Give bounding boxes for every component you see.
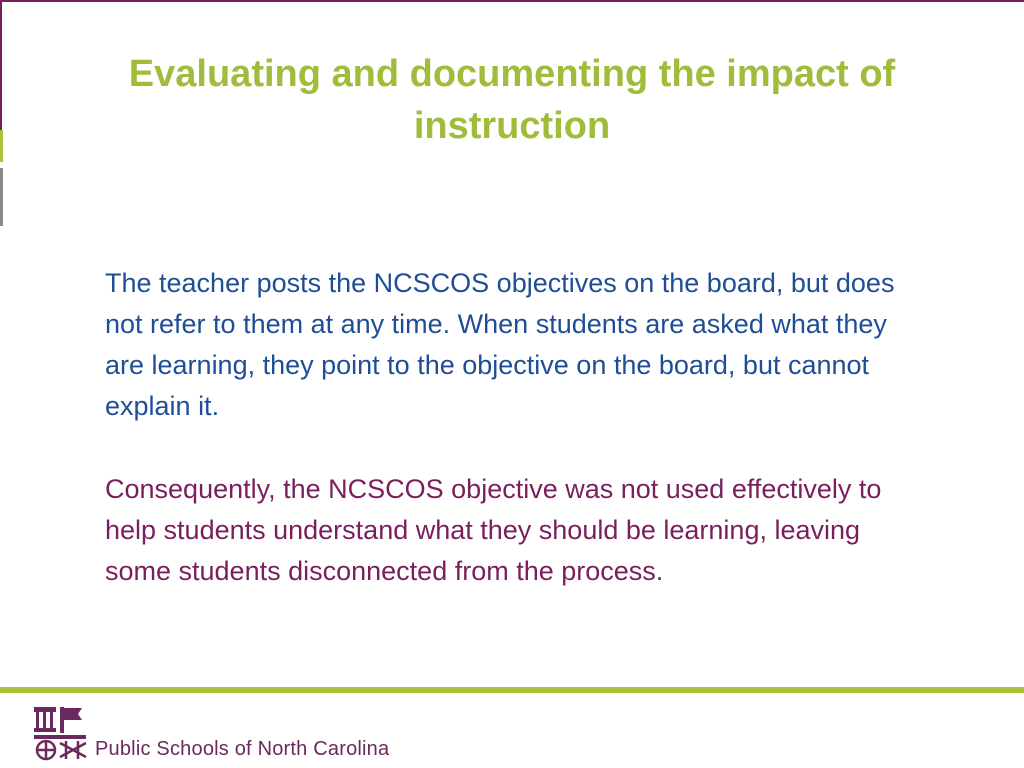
- observation-paragraph: The teacher posts the NCSCOS objectives on the board, but does not refer to them at any time. When students are asked what they are learning, they point to the objective on the board, but cannot explain it.: [105, 268, 895, 421]
- slide-title: Evaluating and documenting the impact of instruction: [128, 53, 896, 147]
- public-schools-nc-logo-icon: [34, 705, 90, 761]
- left-frame-purple-accent: [0, 0, 2, 130]
- consequence-paragraph: Consequently, the NCSCOS objective was not used effectively to help students understand what they should be learning, leaving some students disconnected from the process.: [105, 474, 882, 586]
- left-frame-green-accent: [0, 130, 3, 162]
- left-frame-gray-accent: [0, 168, 3, 226]
- organization-name: Public Schools of North Carolina: [95, 738, 390, 760]
- top-frame-line: [0, 0, 1024, 2]
- footer-divider: [0, 687, 1024, 693]
